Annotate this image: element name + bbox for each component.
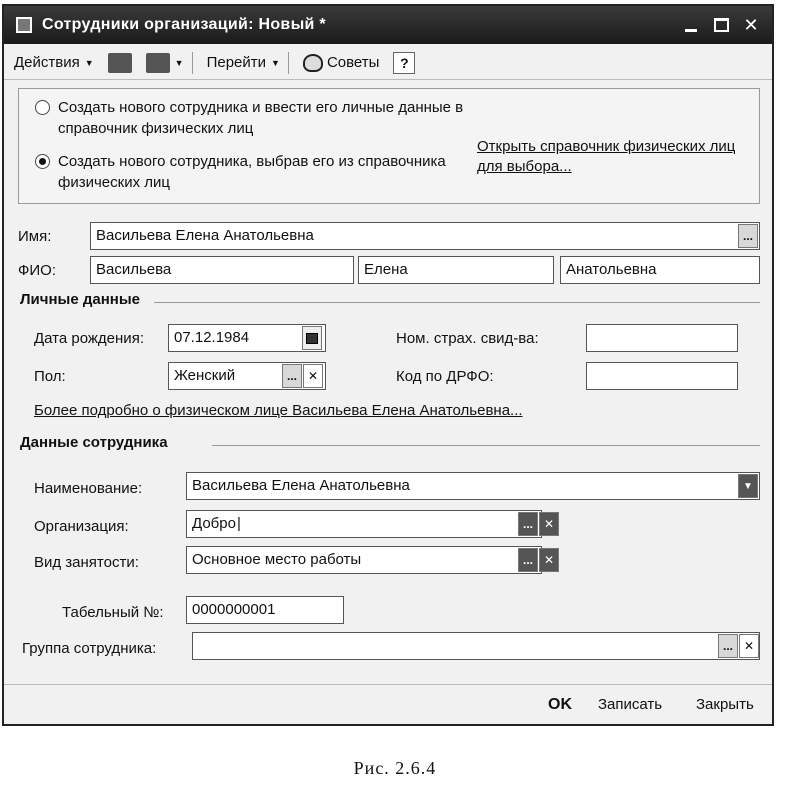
goto-menu-button[interactable] (203, 50, 284, 76)
organization-label: Организация: (34, 518, 129, 535)
open-directory-link[interactable]: Открыть справочник физических лиц для выбора... (477, 138, 736, 175)
title-bar (4, 6, 772, 44)
ok-button[interactable]: OK (548, 696, 572, 713)
section-divider (212, 445, 760, 446)
chevron-down-icon: ▼ (174, 57, 184, 68)
app-icon (16, 17, 32, 33)
insurance-number-field[interactable] (586, 324, 738, 352)
employment-type-clear-button[interactable]: ✕ (539, 548, 559, 572)
calendar-icon (306, 333, 318, 344)
minimize-icon[interactable] (676, 10, 706, 40)
employee-group-select-button[interactable]: ... (718, 634, 738, 658)
chevron-down-icon[interactable]: ▼ (738, 474, 758, 498)
first-name-field[interactable]: Елена (358, 256, 554, 284)
tips-icon (303, 54, 323, 72)
actions-menu-label: Действия (14, 54, 80, 71)
organization-field[interactable]: Добро | (186, 510, 542, 538)
birth-date-field[interactable]: 07.12.1984 (168, 324, 326, 352)
last-name-field[interactable]: Васильева (90, 256, 354, 284)
tips-label: Советы (326, 54, 380, 71)
figure-caption: Рис. 2.6.4 (353, 758, 437, 778)
copy-icon (146, 53, 170, 73)
employee-group-field[interactable] (192, 632, 760, 660)
toolbar-separator (288, 52, 289, 74)
employee-name-field[interactable]: Васильева Елена Анатольевна (186, 472, 760, 500)
employee-name-label: Наименование: (34, 480, 143, 497)
name-label: Имя: (18, 228, 52, 245)
personal-data-section-title: Личные данные (20, 291, 140, 308)
drfo-code-field[interactable] (586, 362, 738, 390)
gender-field[interactable]: Женский (168, 362, 326, 390)
creation-mode-group (18, 88, 760, 204)
actions-menu-button[interactable] (10, 50, 98, 76)
employee-dialog-window (2, 4, 774, 726)
close-button[interactable]: Закрыть (696, 696, 754, 713)
employment-type-field[interactable]: Основное место работы (186, 546, 542, 574)
hierarchy-icon (108, 53, 132, 73)
radio-select-existing-label: Создать нового сотрудника, выбрав его из справочника физических лиц (58, 153, 446, 191)
person-details-link[interactable]: Более подробно о физическом лице Васильева Елена Анатольевна... (34, 402, 523, 419)
gender-label: Пол: (34, 368, 66, 385)
chevron-down-icon: ▼ (84, 57, 94, 68)
radio-create-new[interactable] (35, 97, 478, 139)
toolbar (4, 46, 772, 80)
gender-select-button[interactable]: ... (282, 364, 302, 388)
drfo-code-label: Код по ДРФО: (396, 368, 494, 385)
personnel-number-field[interactable]: 0000000001 (186, 596, 344, 624)
employee-data-section-title: Данные сотрудника (20, 434, 168, 451)
help-icon: ? (393, 52, 415, 74)
name-select-button[interactable]: ... (738, 224, 758, 248)
window-title: Сотрудники организаций: Новый * (42, 16, 326, 33)
footer-divider (4, 684, 772, 685)
organization-select-button[interactable]: ... (518, 512, 538, 536)
structure-button[interactable] (104, 50, 136, 76)
close-icon[interactable]: ✕ (743, 14, 759, 35)
radio-button-unchecked[interactable] (35, 100, 50, 115)
middle-name-field[interactable]: Анатольевна (560, 256, 760, 284)
calendar-button[interactable] (302, 326, 322, 350)
radio-create-new-label: Создать нового сотрудника и ввести его личные данные в справочник физических лиц (58, 99, 464, 137)
goto-menu-label: Перейти (206, 54, 267, 71)
maximize-icon[interactable] (706, 10, 736, 40)
toolbar-separator (192, 52, 193, 74)
radio-select-existing[interactable] (35, 151, 478, 193)
section-divider (154, 302, 760, 303)
chevron-down-icon: ▼ (271, 57, 280, 68)
save-button[interactable]: Записать (598, 696, 663, 713)
employee-group-label: Группа сотрудника: (22, 640, 157, 657)
insurance-number-label: Ном. страх. свид-ва: (396, 330, 539, 347)
name-field[interactable]: Васильева Елена Анатольевна (90, 222, 760, 250)
birth-date-label: Дата рождения: (34, 330, 144, 347)
employment-type-label: Вид занятости: (34, 554, 139, 571)
fio-label: ФИО: (18, 262, 57, 279)
copy-button[interactable] (142, 50, 188, 76)
employee-group-clear-button[interactable]: ✕ (739, 634, 759, 658)
personnel-number-label: Табельный №: (62, 604, 164, 621)
organization-clear-button[interactable]: ✕ (539, 512, 559, 536)
gender-clear-button[interactable]: ✕ (303, 364, 323, 388)
radio-button-checked[interactable] (35, 154, 50, 169)
employment-type-select-button[interactable]: ... (518, 548, 538, 572)
help-button[interactable] (389, 50, 419, 76)
tips-button[interactable] (299, 50, 383, 76)
